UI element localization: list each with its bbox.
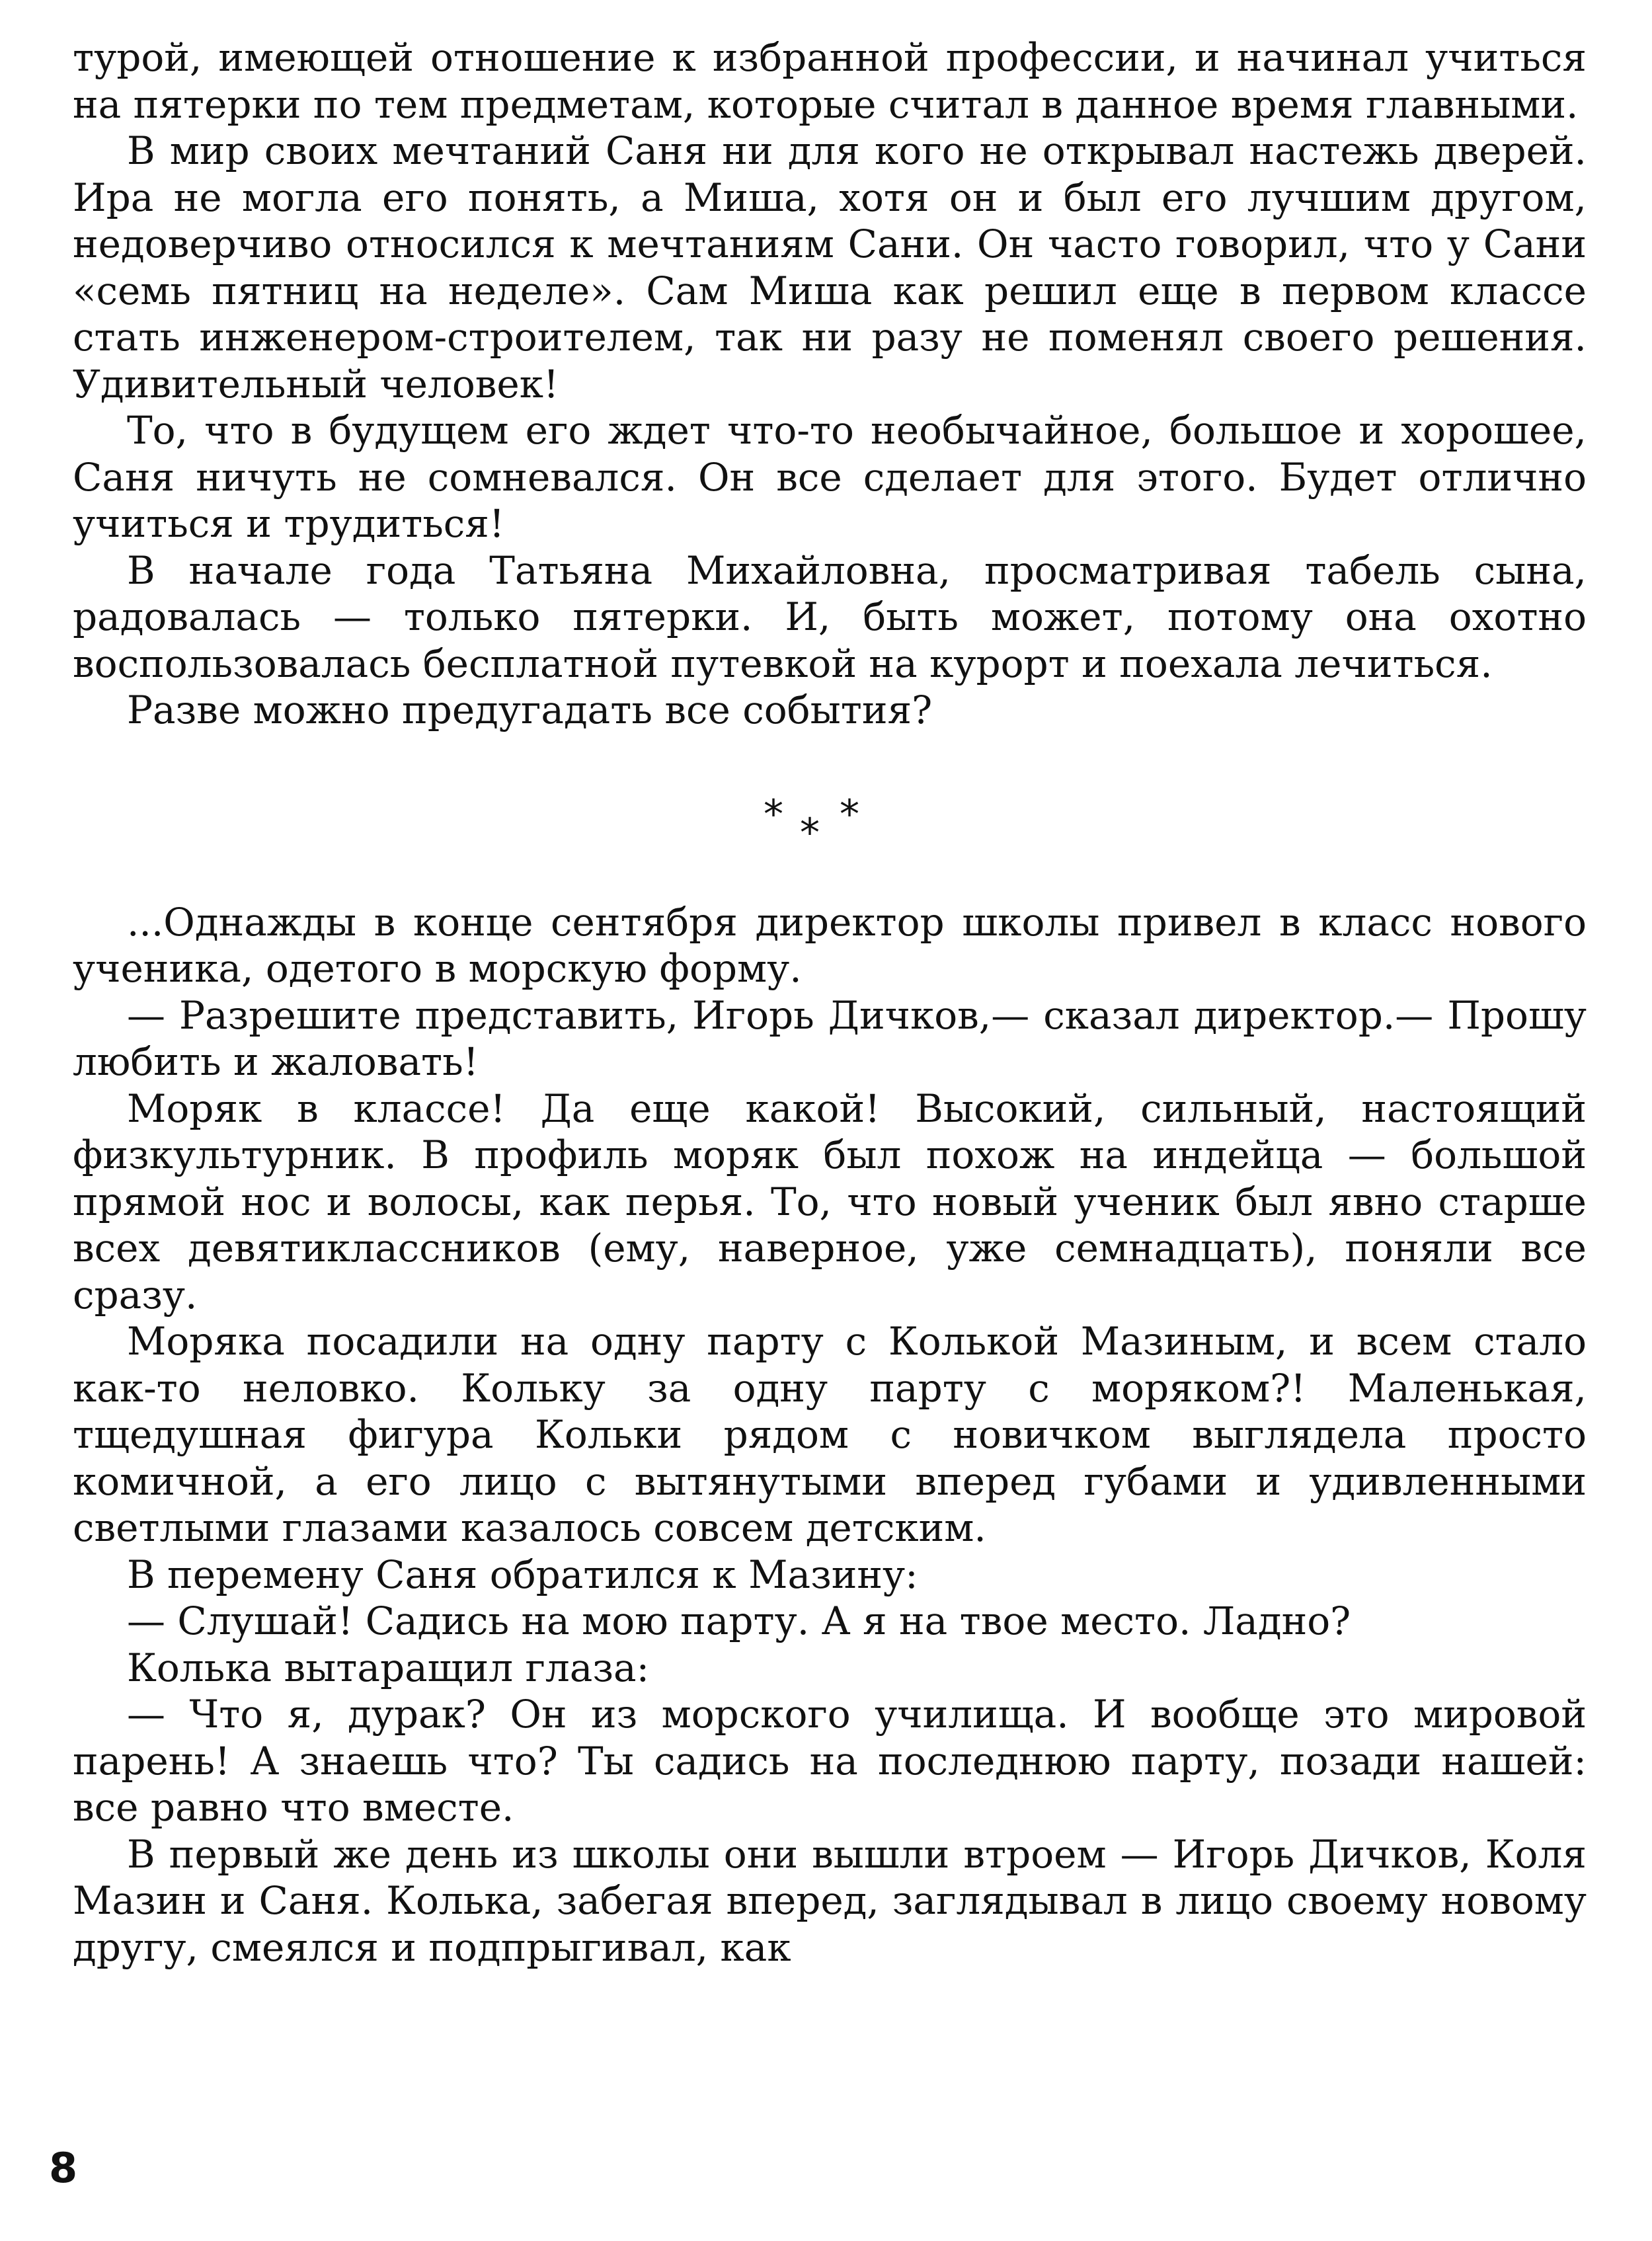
separator-star: *	[840, 791, 859, 838]
paragraph: Колька вытаращил глаза:	[127, 1645, 650, 1690]
paragraph: ...Однажды в конце сентября директор школы привел в класс нового ученика, одетого в морскую форму.	[73, 899, 1587, 991]
paragraph: — Слушай! Садись на мою парту. А я на твое место. Ладно?	[127, 1598, 1351, 1643]
paragraph: — Разрешите представить, Игорь Дичков,— сказал директор.— Прошу любить и жаловать!	[73, 992, 1587, 1084]
separator-star: *	[800, 809, 820, 856]
paragraph: В перемену Саня обратился к Мазину:	[127, 1552, 918, 1597]
paragraph: турой, имеющей отношение к избранной профессии, и начинал учиться на пятерки по тем предметам, которые считал в данное время главными.	[73, 35, 1587, 127]
paragraph: Моряка посадили на одну парту с Колькой Мазиным, и всем стало как-то неловко. Кольку за одну парту с моряком?! Маленькая, тщедушная фигура Кольки рядом с новичком выглядела просто комичной, а его лицо с вытянутыми вперед губами и удивленными светлыми глазами казалось совсем детским.	[73, 1319, 1587, 1550]
paragraph: — Что я, дурак? Он из морского училища. И вообще это мировой парень! А знаешь что? Ты садись на последнюю парту, позади нашей: все равно что вместе.	[73, 1692, 1587, 1830]
text-block-top	[73, 34, 1587, 734]
separator-star: *	[764, 791, 783, 838]
paragraph: Моряк в классе! Да еще какой! Высокий, сильный, настоящий физкультурник. В профиль моряк был похож на индейца — большой прямой нос и волосы, как перья. То, что новый ученик был явно старше всех девятиклассников (ему, наверное, уже семнадцать), поняли все сразу.	[73, 1085, 1587, 1317]
paragraph: Разве можно предугадать все события?	[127, 688, 933, 732]
section-separator	[73, 734, 1587, 899]
paragraph: В начале года Татьяна Михайловна, просматривая табель сына, радовалась — только пятерки. И, быть может, потому она охотно воспользовалась бесплатной путевкой на курорт и поехала лечиться.	[73, 547, 1587, 686]
paragraph: То, что в будущем его ждет что-то необычайное, большое и хорошее, Саня ничуть не сомневался. Он все сделает для этого. Будет отлично учиться и трудиться!	[73, 408, 1587, 546]
text-block-bottom	[73, 899, 1587, 1971]
page-number: 8	[49, 2144, 78, 2192]
page-body	[73, 34, 1587, 1971]
paragraph: В первый же день из школы они вышли втроем — Игорь Дичков, Коля Мазин и Саня. Колька, забегая вперед, заглядывал в лицо своему новому другу, смеялся и подпрыгивал, как	[73, 1831, 1587, 1970]
paragraph: В мир своих мечтаний Саня ни для кого не открывал настежь дверей. Ира не могла его понять, а Миша, хотя он и был его лучшим другом, недоверчиво относился к мечтаниям Сани. Он часто говорил, что у Сани «семь пятниц на неделе». Сам Миша как решил еще в первом классе стать инженером-строителем, так ни разу не поменял своего решения. Удивительный человек!	[73, 128, 1587, 407]
